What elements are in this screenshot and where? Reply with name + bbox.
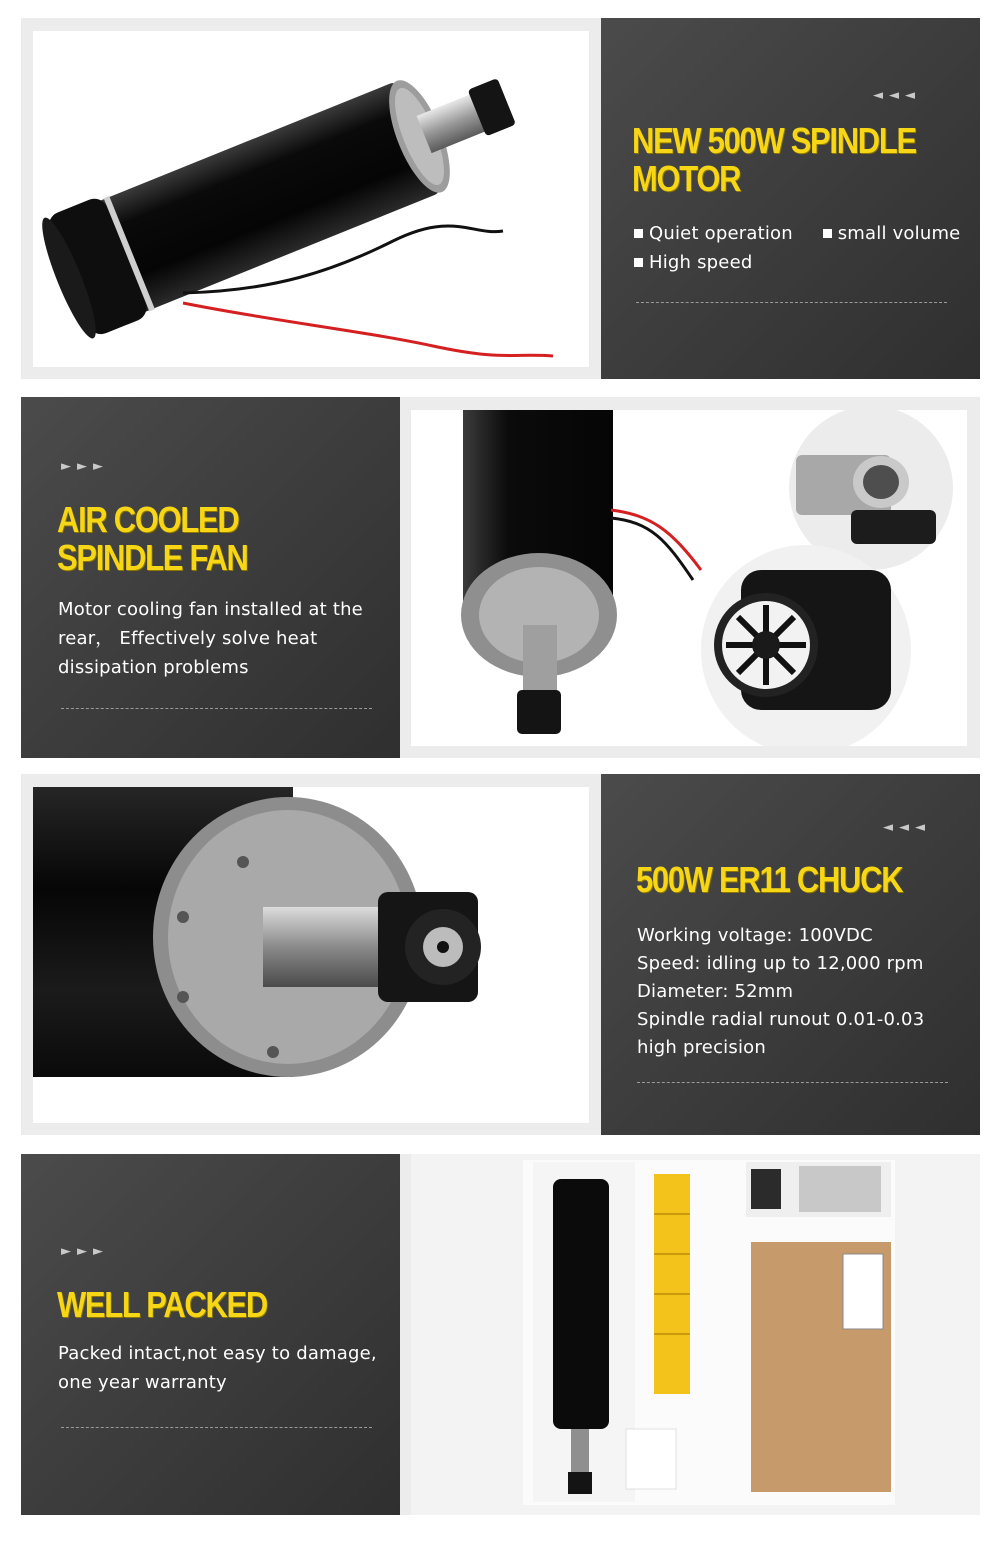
description-line: rear， Effectively solve heat bbox=[58, 628, 318, 649]
feature-panel bbox=[21, 1154, 400, 1515]
spec-runout: Spindle radial runout 0.01-0.03 bbox=[637, 1009, 925, 1030]
description-line: Packed intact,not easy to damage, bbox=[58, 1343, 377, 1364]
right-arrows-icon: ►►► bbox=[61, 1244, 109, 1259]
left-arrows-icon: ◄◄◄ bbox=[883, 820, 931, 835]
spec-diameter: Diameter: 52mm bbox=[637, 981, 794, 1002]
section-title: AIR COOLED SPINDLE FAN bbox=[57, 499, 248, 578]
right-arrows-icon: ►►► bbox=[61, 459, 109, 474]
description-line: one year warranty bbox=[58, 1372, 227, 1393]
section-title: 500W ER11 CHUCK bbox=[636, 859, 903, 900]
bullet-square-icon bbox=[823, 229, 832, 238]
section-title: WELL PACKED bbox=[57, 1284, 267, 1325]
section-air-cooled-spindle-fan bbox=[21, 397, 980, 758]
section-500w-er11-chuck bbox=[21, 774, 980, 1135]
feature-panel bbox=[601, 18, 980, 379]
bullet-quiet-operation: Quiet operation bbox=[649, 223, 793, 244]
spec-voltage: Working voltage: 100VDC bbox=[637, 925, 873, 946]
feature-panel bbox=[601, 774, 980, 1135]
spec-precision: high precision bbox=[637, 1037, 766, 1058]
bullet-list-row2 bbox=[634, 248, 752, 277]
bullet-square-icon bbox=[634, 229, 643, 238]
section-new-500w-spindle-motor bbox=[21, 18, 980, 379]
bullet-list bbox=[634, 219, 960, 248]
feature-panel bbox=[21, 397, 400, 758]
er11-chuck-photo bbox=[33, 787, 589, 1123]
spindle-motor-photo bbox=[33, 31, 589, 367]
bullet-small-volume: small volume bbox=[837, 223, 961, 244]
description-line: Motor cooling fan installed at the bbox=[58, 599, 363, 620]
bullet-square-icon bbox=[634, 258, 643, 267]
divider bbox=[61, 1427, 372, 1428]
divider bbox=[636, 302, 947, 303]
divider bbox=[61, 708, 372, 709]
air-cooled-fan-photo bbox=[411, 410, 967, 746]
section-title: NEW 500W SPINDLE MOTOR bbox=[632, 120, 916, 199]
section-well-packed bbox=[21, 1154, 980, 1515]
divider bbox=[637, 1082, 948, 1083]
bullet-high-speed: High speed bbox=[649, 252, 753, 273]
spec-speed: Speed: idling up to 12,000 rpm bbox=[637, 953, 924, 974]
packaging-photo bbox=[411, 1154, 980, 1515]
description-line: dissipation problems bbox=[58, 657, 249, 678]
left-arrows-icon: ◄◄◄ bbox=[873, 88, 921, 103]
